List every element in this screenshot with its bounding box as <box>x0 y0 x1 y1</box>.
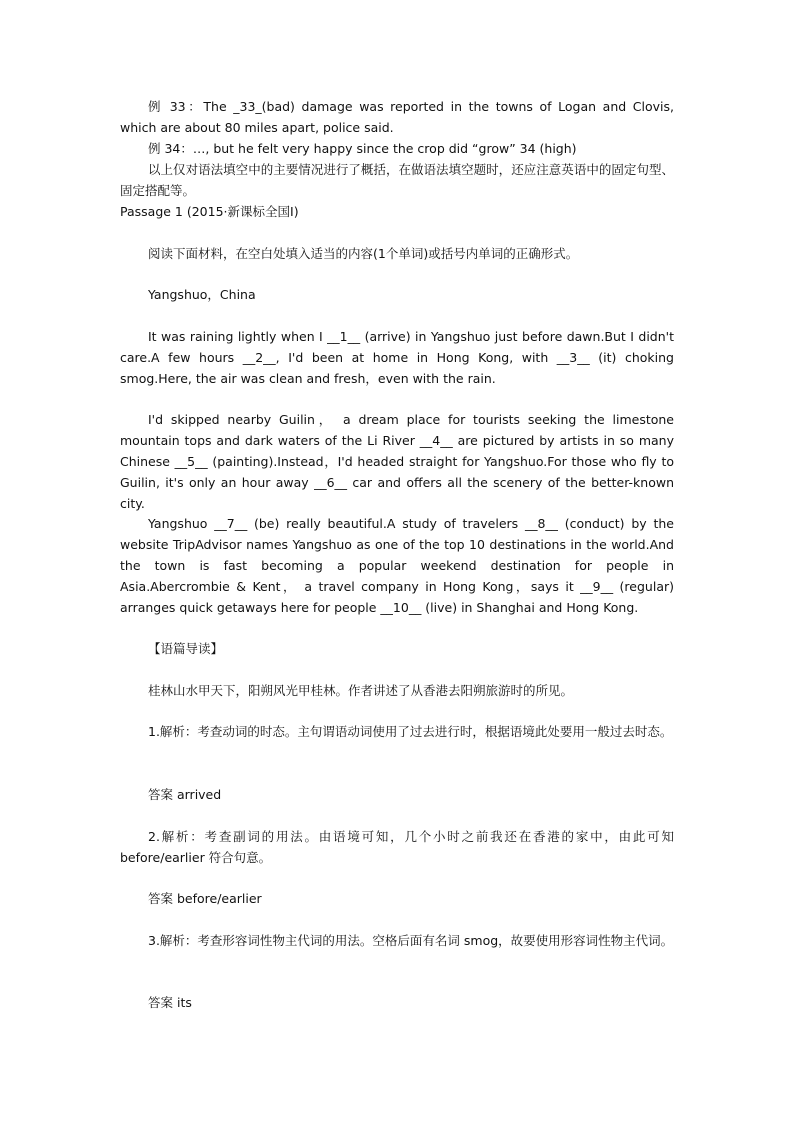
guide-header: 【语篇导读】 <box>148 641 224 656</box>
answer-value: 答案 arrived <box>148 787 222 802</box>
passage-paragraph: Yangshuo __7__ (be) really beautiful.A study of travelers __8__ (conduct) by the website TripAdvisor names Yangshuo as one of the top 10 destinations in the world.And the town is fast becoming a popular weekend destination for people in Asia.Abercrombie & Kent， a travel company in Hong Kong，says it __9__ (regular) arranges quick getaways here for people __10__ (live) in Shanghai and Hong Kong. <box>120 516 674 615</box>
guide-text: 桂林山水甲天下，阳朔风光甲桂林。作者讲述了从香港去阳朔旅游时的所见。 <box>148 683 574 698</box>
passage-title: Yangshuo，China <box>148 287 256 302</box>
answer-analysis: 2.解析：考查副词的用法。由语境可知，几个小时之前我还在香港的家中，由此可知before/earlier 符合句意。 <box>120 829 674 865</box>
example-34: 例 34：…, but he felt very happy since the crop did “grow” 34 (high) <box>148 141 577 156</box>
passage-instruction: 阅读下面材料，在空白处填入适当的内容(1个单词)或括号内单词的正确形式。 <box>148 246 579 261</box>
answer-value: 答案 before/earlier <box>148 891 262 906</box>
answer-analysis: 3.解析：考查形容词性物主代词的用法。空格后面有名词 smog，故要使用形容词性物主代词。 <box>148 933 674 948</box>
passage-paragraph: It was raining lightly when I __1__ (arrive) in Yangshuo just before dawn.But I didn't care.A few hours __2__, I'd been at home in Hong Kong, with __3__ (it) choking smog.Here, the air was clean and fresh，even with the rain. <box>120 329 674 386</box>
passage-header: Passage 1 (2015·新课标全国Ⅰ) <box>120 204 299 219</box>
answer-value: 答案 its <box>148 995 192 1010</box>
passage-paragraph: I'd skipped nearby Guilin， a dream place for tourists seeking the limestone mountain tops and dark waters of the Li River __4__ are pictured by artists in so many Chinese __5__ (painting).Instead，I'd headed straight for Yangshuo.For those who fly to Guilin, it's only an hour away __6__ car and offers all the scenery of the better-known city. <box>120 412 674 511</box>
example-33: 例 33：The _33_(bad) damage was reported in the towns of Logan and Clovis, which are about 80 miles apart, police said. <box>120 99 674 135</box>
summary-note: 以上仅对语法填空中的主要情况进行了概括，在做语法填空题时，还应注意英语中的固定句型、固定搭配等。 <box>120 162 674 198</box>
answer-analysis: 1.解析：考查动词的时态。主句谓语动词使用了过去进行时，根据语境此处要用一般过去时态。 <box>148 724 673 739</box>
